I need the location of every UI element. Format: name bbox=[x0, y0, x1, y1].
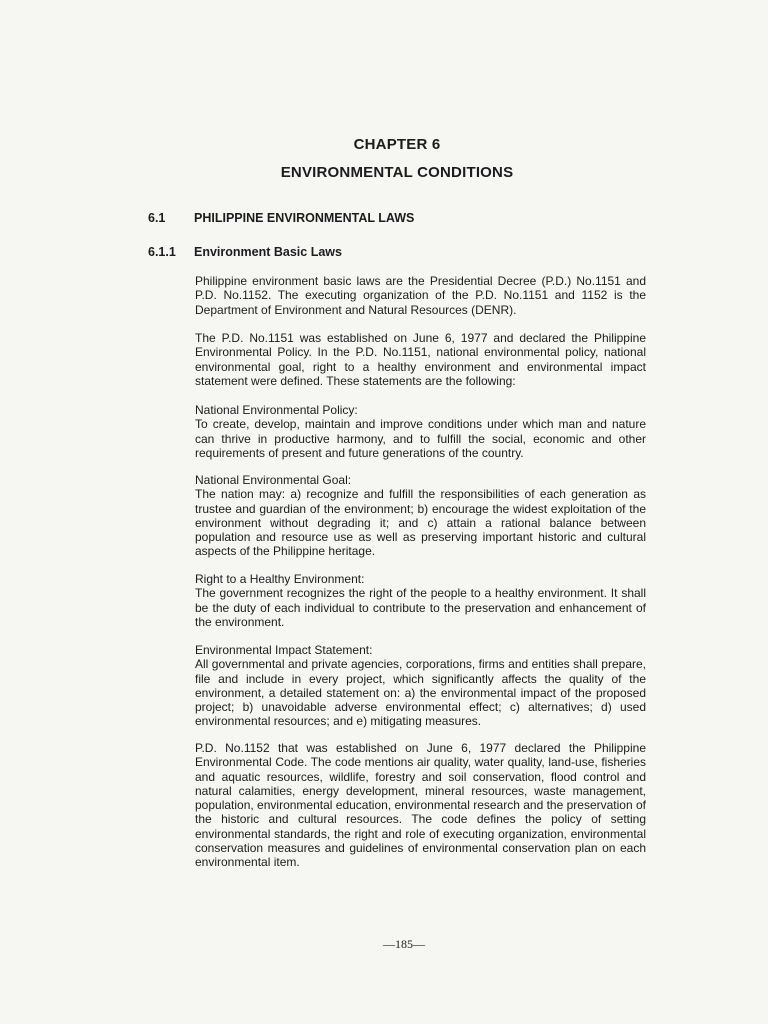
paragraph-pd-1152 bbox=[195, 741, 646, 870]
paragraph-impact-statement bbox=[195, 643, 646, 729]
section-number: 6.1.1 bbox=[148, 245, 176, 259]
paragraph-text: P.D. No.1152 that was established on June 6, 1977 declared the Philippine Environmental Code. The code mentions air quality, water quality, land-use, fisheries and aquatic resources, wildlife, forestry and soil conservation, flood control and natural calamities, energy development, mineral resources, waste management, population, environmental education, environmental research and the preservation of the historic and cultural resources. The code defines the policy of setting environmental standards, the right and role of executing organization, environmental conservation measures and guidelines of environmental conservation plan on each environmental item. bbox=[195, 741, 646, 870]
paragraph-basic-laws bbox=[195, 274, 646, 317]
section-number: 6.1 bbox=[148, 211, 166, 225]
paragraph-environmental-goal bbox=[195, 473, 646, 559]
paragraph-text: The nation may: a) recognize and fulfill the responsibilities of each generation as trustee and guardian of the environment; b) encourage the widest exploitation of the environment without degrading it; and c) attain a rational balance between population and resource use as well as preserving important historic and cultural aspects of the Philippine heritage. bbox=[195, 487, 646, 559]
paragraph-text: All governmental and private agencies, corporations, firms and entities shall prepare, file and include in every project, which significantly affects the quality of the environment, a detailed statement on: a) the environmental impact of the proposed project; b) unavoidable adverse environmental effect; c) alternatives; d) used environmental resources; and e) mitigating measures. bbox=[195, 657, 646, 729]
paragraph-heading: National Environmental Policy: bbox=[195, 403, 358, 417]
section-title: PHILIPPINE ENVIRONMENTAL LAWS bbox=[194, 211, 415, 225]
paragraph-healthy-environment bbox=[195, 572, 646, 629]
section-title: Environment Basic Laws bbox=[194, 245, 342, 259]
paragraph-pd-1151 bbox=[195, 331, 646, 388]
chapter-label: CHAPTER 6 bbox=[353, 136, 441, 153]
paragraph-text: To create, develop, maintain and improve conditions under which man and nature can thrive in productive harmony, and to fulfill the social, economic and other requirements of present and future generations of the country. bbox=[195, 417, 646, 460]
paragraph-heading: National Environmental Goal: bbox=[195, 473, 352, 487]
paragraph-text: Philippine environment basic laws are the Presidential Decree (P.D.) No.1151 and P.D. No.1152. The executing organization of the P.D. No.1151 and 1152 is the Department of Environment and Natural Resources (DENR). bbox=[195, 274, 646, 317]
page-number: —185— bbox=[383, 937, 425, 951]
paragraph-text: The government recognizes the right of the people to a healthy environment. It shall be the duty of each individual to contribute to the preservation and enhancement of the environment. bbox=[195, 586, 646, 629]
chapter-title: ENVIRONMENTAL CONDITIONS bbox=[280, 164, 514, 181]
paragraph-heading: Environmental Impact Statement: bbox=[195, 643, 373, 657]
paragraph-heading: Right to a Healthy Environment: bbox=[195, 572, 365, 586]
paragraph-environmental-policy bbox=[195, 403, 646, 460]
paragraph-text: The P.D. No.1151 was established on June 6, 1977 and declared the Philippine Environmental Policy. In the P.D. No.1151, national environmental policy, national environmental goal, right to a healthy environment and environmental impact statement were defined. These statements are the following: bbox=[195, 331, 646, 388]
